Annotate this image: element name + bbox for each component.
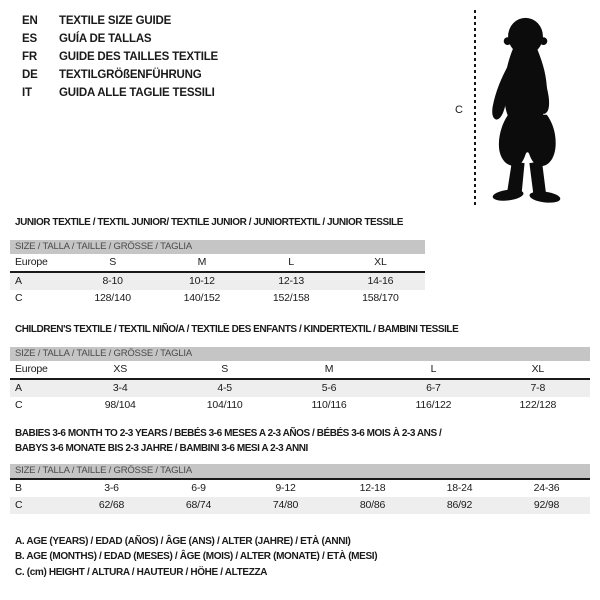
legend-line-b: B. AGE (MONTHS) / EDAD (MESES) / ÂGE (MOIS) / ALTER (MONATE) / ETÀ (MESI) [15, 551, 378, 563]
size-value: 10-12 [188, 275, 215, 287]
size-value: 80/86 [359, 499, 386, 511]
children-section-title: CHILDREN'S TEXTILE / TEXTIL NIÑO/A / TEXTILE DES ENFANTS / KINDERTEXTIL / BAMBINI TESSILE [15, 324, 459, 335]
size-column: M [197, 256, 207, 268]
height-measure-label: C [455, 104, 463, 116]
size-value: 158/170 [362, 292, 399, 304]
size-value: 12-18 [359, 482, 386, 494]
size-value: 74/80 [272, 499, 299, 511]
legend-line-a: A. AGE (YEARS) / EDAD (AÑOS) / ÂGE (ANS) / ALTER (JAHRE) / ETÀ (ANNI) [15, 536, 351, 547]
babies-section-title [15, 427, 441, 456]
size-column: XL [374, 256, 387, 268]
size-value: 18-24 [446, 482, 473, 494]
size-value: 152/158 [272, 292, 310, 304]
guide-title: TEXTILE SIZE GUIDE [59, 15, 172, 27]
size-value: 3-6 [104, 482, 119, 494]
table-row [10, 380, 590, 397]
size-value: 12-13 [278, 275, 305, 287]
language-code: ES [22, 33, 37, 45]
list-item [22, 48, 218, 66]
size-value: 92/98 [533, 499, 560, 511]
size-header-bar: SIZE / TALLA / TAILLE / GRÖSSE / TAGLIA [10, 240, 425, 254]
babies-size-table [10, 464, 590, 514]
size-value: 116/122 [415, 399, 452, 411]
column-header-row [10, 361, 590, 380]
legend-line-c: C. (cm) HEIGHT / ALTURA / HAUTEUR / HÖHE / ALTEZZA [15, 566, 268, 578]
size-value: 6-7 [426, 382, 441, 394]
size-value: 104/110 [206, 399, 243, 411]
size-value: 62/68 [98, 499, 125, 511]
measure-legend [15, 534, 377, 580]
size-value: 122/128 [519, 399, 557, 411]
row-label: A [15, 275, 22, 287]
size-value: 128/140 [94, 292, 131, 304]
size-value: 8-10 [102, 275, 123, 287]
table-row [10, 273, 425, 290]
list-item [22, 12, 218, 30]
guide-title: GUIDA ALLE TAGLIE TESSILI [59, 87, 215, 99]
size-column: XL [531, 363, 545, 375]
language-code: DE [22, 69, 38, 81]
size-value: 4-5 [217, 382, 232, 394]
toddler-silhouette-icon [480, 8, 572, 206]
language-code: FR [22, 51, 37, 63]
table-row [10, 290, 425, 307]
row-label: A [15, 382, 22, 394]
size-column: S [109, 256, 117, 268]
size-value: 14-16 [367, 275, 394, 287]
size-value: 9-12 [275, 482, 296, 494]
size-value: 68/74 [185, 499, 212, 511]
size-value: 140/152 [183, 292, 221, 304]
row-label: B [15, 482, 22, 494]
size-value: 24-36 [533, 482, 560, 494]
row-label: C [15, 399, 23, 411]
babies-title-line2: BABYS 3-6 MONATE BIS 2-3 JAHRE / BAMBINI 3-6 MESI A 2-3 ANNI [15, 442, 308, 454]
column-header-row [10, 254, 425, 273]
size-value: 5-6 [321, 382, 337, 394]
language-code: EN [22, 15, 38, 27]
language-code: IT [22, 87, 32, 99]
list-item [22, 84, 218, 102]
guide-title: GUIDE DES TAILLES TEXTILE [59, 51, 218, 63]
size-value: 110/116 [311, 399, 347, 411]
junior-size-table [10, 240, 425, 307]
size-value: 3-4 [112, 382, 128, 394]
row-label: C [15, 499, 23, 511]
children-size-table [10, 347, 590, 414]
table-row [10, 480, 590, 497]
size-header-bar: SIZE / TALLA / TAILLE / GRÖSSE / TAGLIA [10, 347, 590, 361]
language-title-list [22, 12, 218, 102]
size-value: 6-9 [191, 482, 206, 494]
table-row [10, 497, 590, 514]
guide-title: TEXTILGRÖßENFÜHRUNG [59, 69, 202, 81]
size-column: M [324, 363, 334, 375]
babies-title-line1: BABIES 3-6 MONTH TO 2-3 YEARS / BEBÉS 3-6 MESES A 2-3 AÑOS / BÉBÉS 3-6 MOIS À 2-3 ANS / [15, 428, 442, 439]
size-column: L [288, 256, 294, 268]
size-value: 98/104 [104, 399, 136, 411]
row-label: C [15, 292, 23, 304]
size-value: 86/92 [446, 499, 473, 511]
size-header-bar: SIZE / TALLA / TAILLE / GRÖSSE / TAGLIA [10, 464, 590, 480]
junior-section-title: JUNIOR TEXTILE / TEXTIL JUNIOR/ TEXTILE JUNIOR / JUNIORTEXTIL / JUNIOR TESSILE [15, 217, 403, 228]
region-header: Europe [15, 363, 48, 375]
list-item [22, 30, 218, 48]
guide-title: GUÍA DE TALLAS [59, 33, 152, 45]
size-column: L [430, 363, 437, 375]
size-value: 7-8 [530, 382, 546, 394]
size-column: XS [113, 363, 127, 375]
region-header: Europe [15, 256, 48, 268]
list-item [22, 66, 218, 84]
table-row [10, 397, 590, 414]
height-measure-dotted-line [474, 10, 476, 208]
size-column: S [221, 363, 229, 375]
